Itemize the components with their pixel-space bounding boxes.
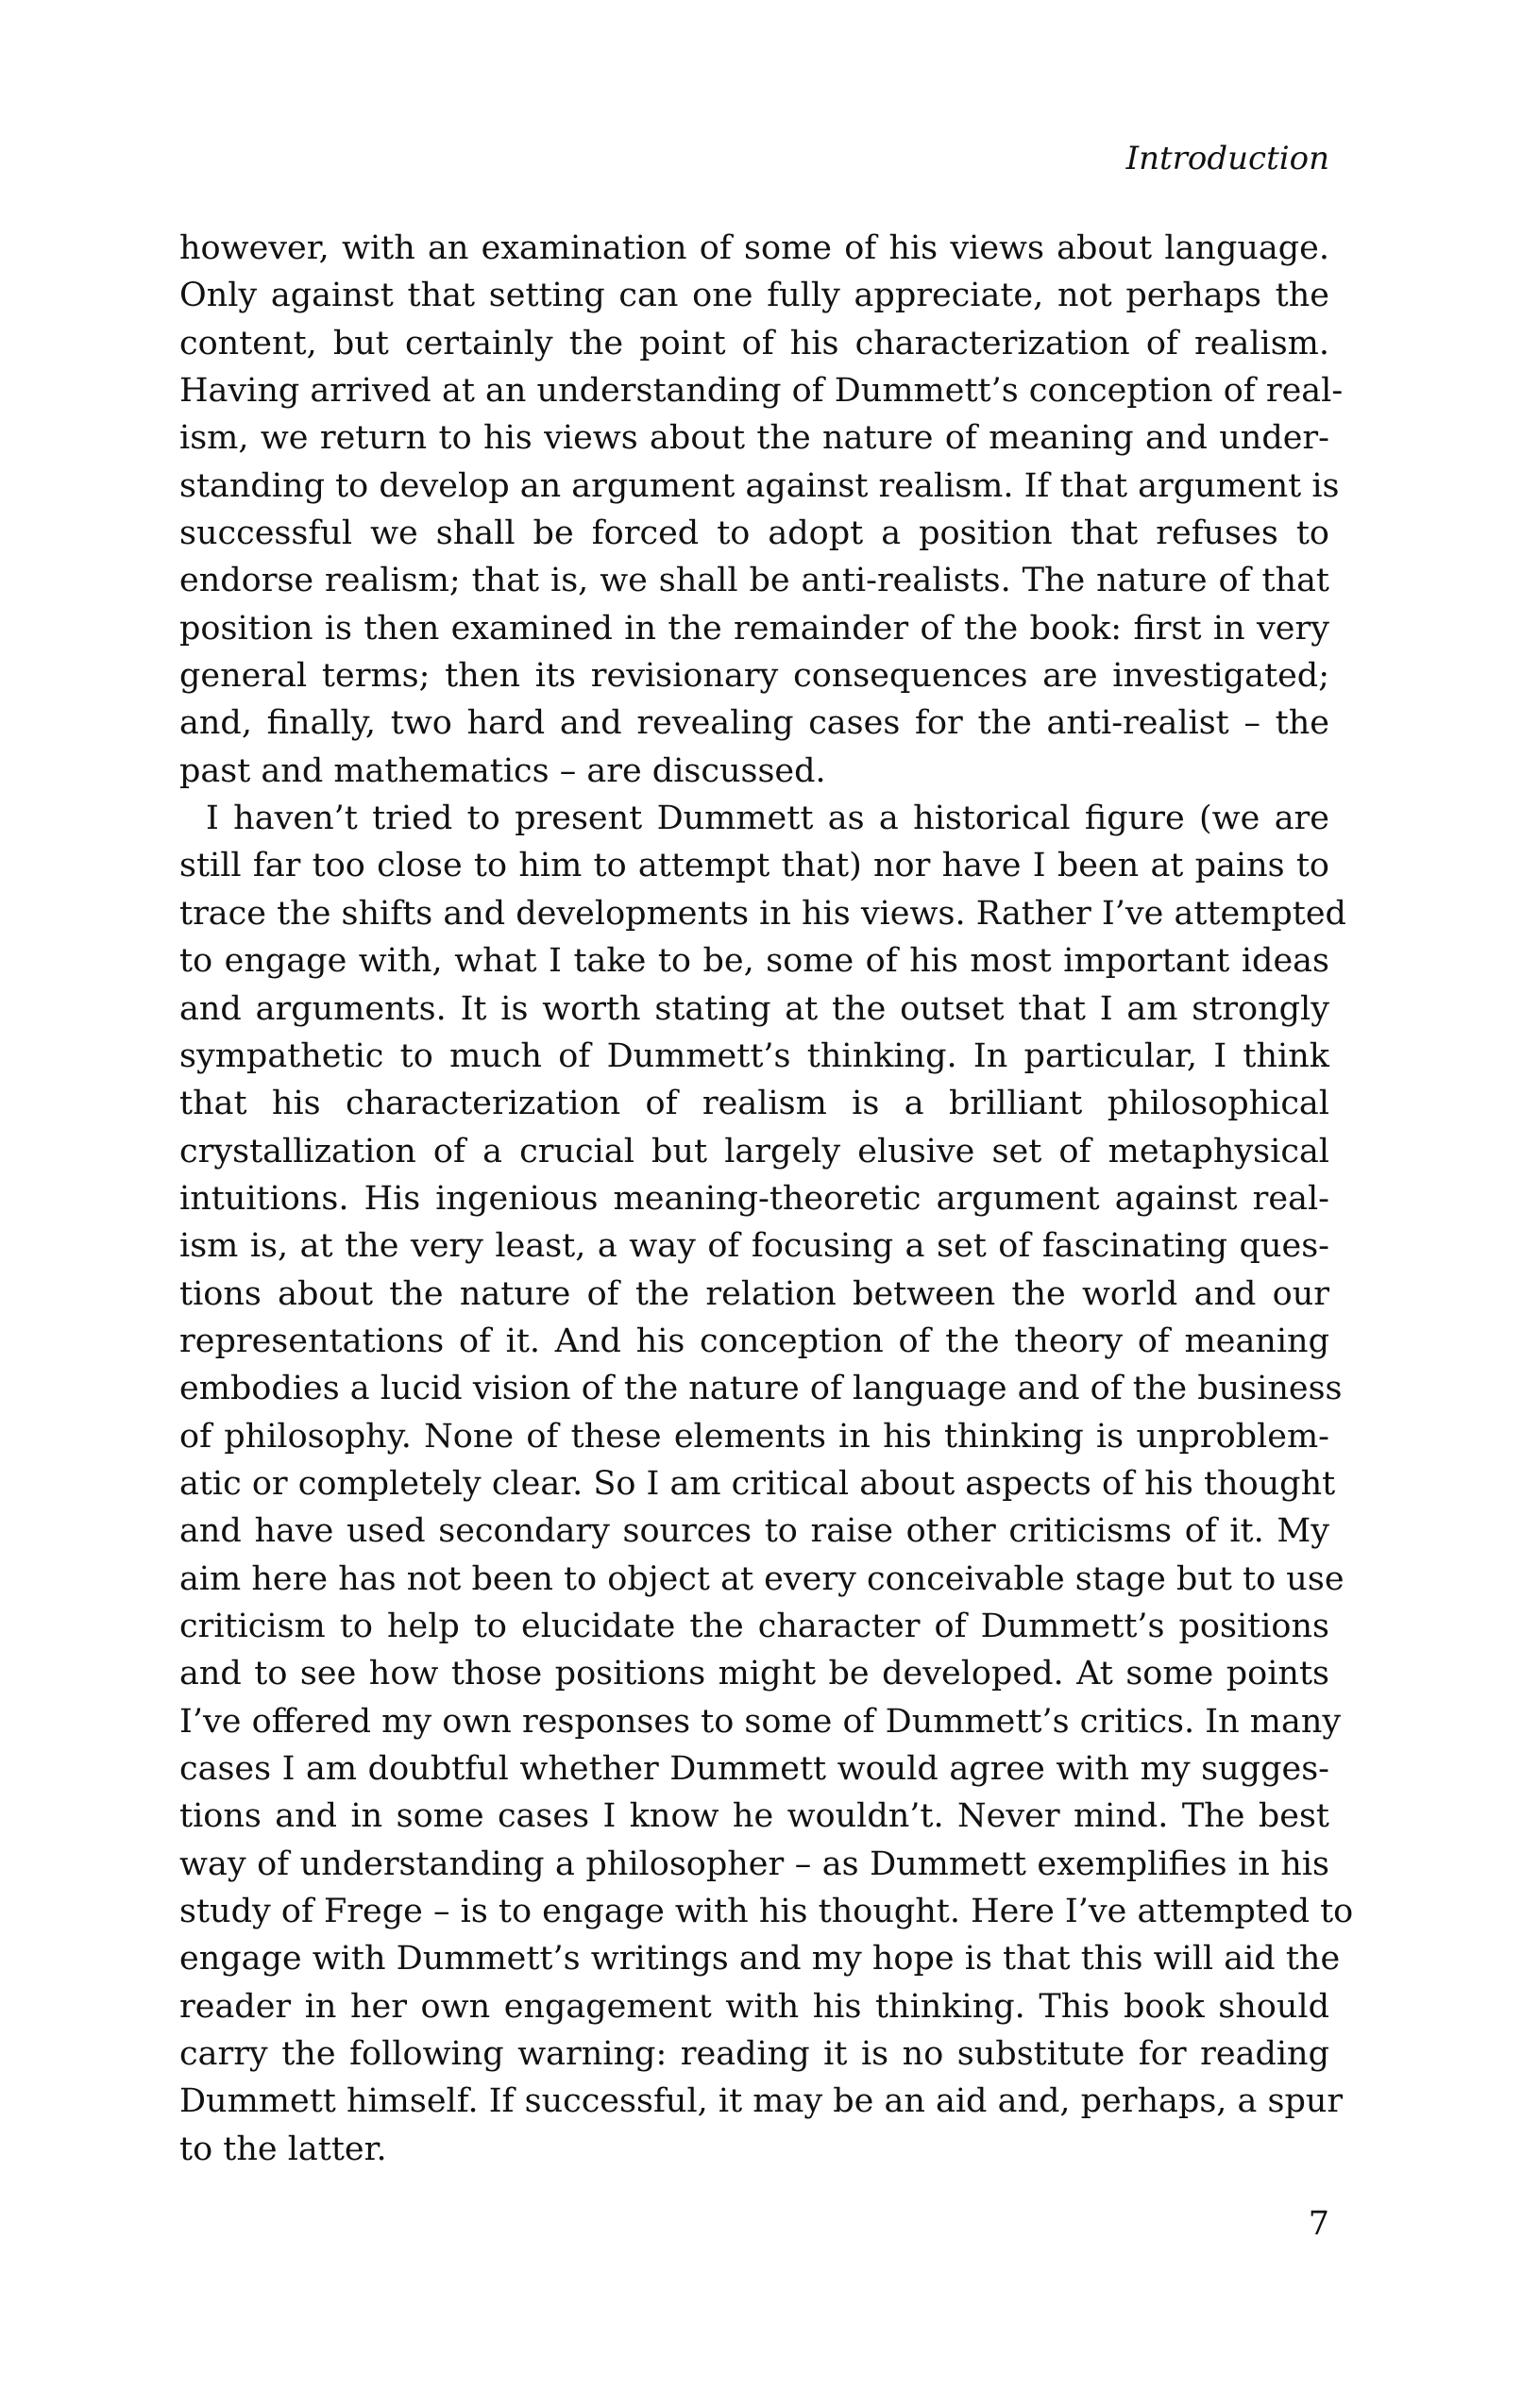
text-line: general terms; then its revisionary consequences are investigated;: [179, 657, 1329, 696]
text-line: embodies a lucid vision of the nature of language and of the business: [179, 1370, 1343, 1408]
text-line: crystallization of a crucial but largely elusive set of metaphysical: [179, 1132, 1329, 1170]
text-line: position is then examined in the remainder of the book: first in very: [179, 609, 1329, 648]
page-number: 7: [1308, 2205, 1329, 2243]
text-line: to the latter.: [179, 2130, 387, 2168]
text-line: however, with an examination of some of his views about language.: [179, 229, 1329, 267]
text-line: ism, we return to his views about the nature of meaning and under-: [179, 419, 1329, 458]
text-line: content, but certainly the point of his characterization of realism.: [179, 324, 1329, 362]
text-line: Dummett himself. If successful, it may be an aid and, perhaps, a spur: [179, 2082, 1344, 2121]
body-text: [179, 225, 1354, 2173]
text-line: aim here has not been to object at every conceivable stage but to use: [179, 1559, 1345, 1598]
text-line: carry the following warning: reading it is no substitute for reading: [179, 2035, 1329, 2074]
text-line: successful we shall be forced to adopt a position that refuses to: [179, 514, 1329, 553]
text-line: engage with Dummett’s writings and my hope is that this will aid the: [179, 1940, 1341, 1979]
text-line: and arguments. It is worth stating at the outset that I am strongly: [179, 989, 1329, 1028]
text-line: atic or completely clear. So I am critical about aspects of his thought: [179, 1464, 1336, 1503]
text-line: that his characterization of realism is a brilliant philosophical: [179, 1085, 1329, 1123]
text-line: endorse realism; that is, we shall be anti-realists. The nature of that: [179, 562, 1329, 600]
text-line: to engage with, what I take to be, some of his most important ideas: [179, 942, 1329, 981]
text-line: Having arrived at an understanding of Dummett’s conception of real-: [179, 372, 1344, 411]
text-line: past and mathematics – are discussed.: [179, 751, 826, 790]
text-line: tions about the nature of the relation between the world and our: [179, 1274, 1329, 1313]
text-line: Only against that setting can one fully appreciate, not perhaps the: [179, 277, 1329, 315]
text-line: I’ve offered my own responses to some of Dummett’s critics. In many: [179, 1702, 1342, 1741]
text-line: study of Frege – is to engage with his thought. Here I’ve attempted to: [179, 1893, 1354, 1931]
text-line: and, finally, two hard and revealing cases for the anti-realist – the: [179, 704, 1329, 743]
text-line: ism is, at the very least, a way of focusing a set of fascinating ques-: [179, 1227, 1329, 1266]
text-line: still far too close to him to attempt that) nor have I been at pains to: [179, 847, 1329, 885]
text-line: trace the shifts and developments in his views. Rather I’ve attempted: [179, 894, 1346, 933]
text-line: of philosophy. None of these elements in his thinking is unproblem-: [179, 1417, 1329, 1456]
paragraph-1: [179, 225, 1344, 795]
text-line: way of understanding a philosopher – as Dummett exemplifies in his: [179, 1844, 1329, 1883]
text-line: criticism to help to elucidate the character of Dummett’s positions: [179, 1607, 1329, 1645]
text-line: representations of it. And his conception of the theory of meaning: [179, 1322, 1329, 1360]
paragraph-2: [179, 795, 1354, 2173]
text-line: sympathetic to much of Dummett’s thinking. In particular, I think: [179, 1036, 1329, 1075]
text-line: standing to develop an argument against realism. If that argument is: [179, 466, 1340, 505]
text-line: and to see how those positions might be developed. At some points: [179, 1655, 1329, 1693]
running-head: Introduction: [1125, 140, 1329, 177]
text-line: I haven’t tried to present Dummett as a historical figure (we are: [206, 800, 1329, 838]
text-line: cases I am doubtful whether Dummett would agree with my sugges-: [179, 1750, 1329, 1788]
text-line: tions and in some cases I know he wouldn’t. Never mind. The best: [179, 1797, 1329, 1836]
text-line: and have used secondary sources to raise other criticisms of it. My: [179, 1512, 1329, 1551]
text-line: intuitions. His ingenious meaning-theoretic argument against real-: [179, 1179, 1329, 1218]
text-line: reader in her own engagement with his thinking. This book should: [179, 1987, 1329, 2026]
